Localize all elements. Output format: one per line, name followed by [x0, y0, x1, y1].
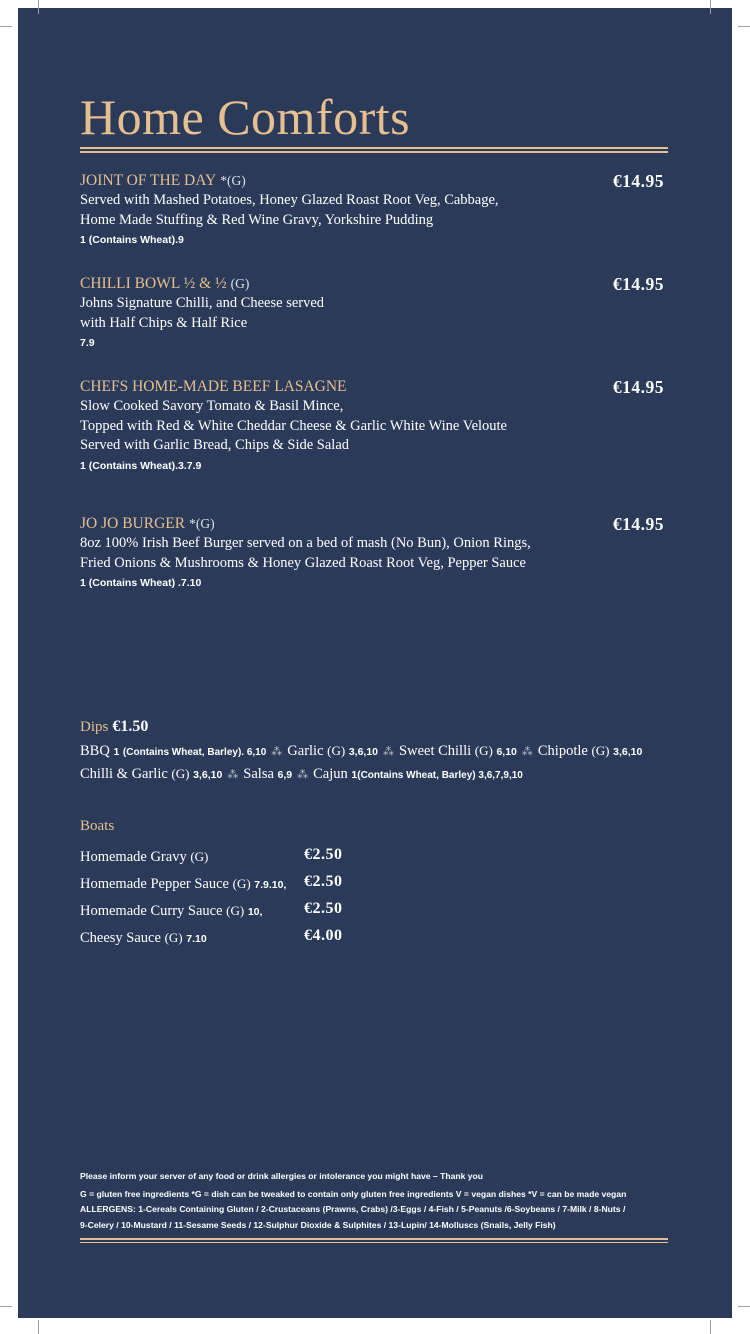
crop-mark	[38, 0, 39, 14]
item-description-line: Fried Onions & Mushrooms & Honey Glazed Roast Root Veg, Pepper Sauce	[80, 554, 526, 571]
menu-item	[80, 377, 668, 475]
item-allergens: 1 (Contains Wheat).9	[80, 234, 184, 246]
item-price: €14.95	[612, 514, 664, 534]
boat-item: Homemade Pepper Sauce (G) 7.9.10, €2.50	[80, 873, 343, 892]
item-description-line: Served with Mashed Potatoes, Honey Glazed Roast Root Veg, Cabbage,	[80, 192, 499, 208]
crop-mark	[710, 1320, 711, 1334]
item-tag: *(G)	[189, 516, 215, 531]
item-description-line: with Half Chips & Half Rice	[80, 314, 248, 331]
dips-heading	[80, 718, 148, 736]
boat-item: Cheesy Sauce (G) 7.10 €4.00	[80, 927, 343, 946]
footer-line: G = gluten free ingredients *G = dish can be tweaked to contain only gluten free ingredients V = vegan dishes *V = can be made vegan	[80, 1188, 627, 1199]
crop-mark	[38, 1320, 39, 1334]
dip-item: Chilli & Garlic (G) 3,6,10	[80, 766, 223, 782]
item-allergens: 1 (Contains Wheat) .7.10	[80, 577, 202, 589]
item-price: €14.95	[612, 274, 664, 294]
boat-item: Homemade Curry Sauce (G) 10, €2.50	[80, 900, 343, 919]
crop-mark	[738, 1306, 750, 1307]
item-description-line: Slow Cooked Savory Tomato & Basil Mince,	[80, 398, 344, 414]
menu-item	[80, 274, 668, 352]
page-title: Home Comforts	[80, 89, 411, 145]
title-divider-top	[80, 147, 668, 149]
allergen-footer	[80, 1169, 670, 1233]
item-description-line: Topped with Red & White Cheddar Cheese & Garlic White Wine Veloute	[80, 417, 507, 434]
crop-mark	[0, 1306, 12, 1307]
crop-mark	[710, 0, 711, 14]
item-allergens: 1 (Contains Wheat).3.7.9	[80, 459, 202, 472]
dips-line	[80, 764, 680, 786]
footer-divider-top	[80, 1238, 668, 1240]
crop-mark	[0, 26, 12, 27]
boat-name: Homemade Pepper Sauce	[80, 876, 229, 892]
dip-item: BBQ 1 (Contains Wheat, Barley). 6,10	[80, 743, 267, 759]
item-allergens: 7.9	[80, 337, 95, 349]
item-name: CHILLI BOWL ½ & ½	[80, 275, 227, 292]
footer-line: Please inform your server of any food or drink allergies or intolerance you might have – Thank you	[80, 1171, 484, 1181]
dip-item: Cajun 1(Contains Wheat, Barley) 3,6,7,9,10	[313, 766, 523, 782]
dip-item: Salsa 6,9	[243, 766, 293, 782]
dips-price: €1.50	[112, 718, 149, 735]
footer-line: 9-Celery / 10-Mustard / 11-Sesame Seeds / 12-Sulphur Dioxide & Sulphites / 13-Lupin/ 14-Molluscs (Snails, Jelly Fish)	[80, 1219, 556, 1230]
boat-price: €4.00	[304, 927, 343, 944]
item-tag: *(G)	[220, 173, 246, 188]
item-tag: (G)	[230, 276, 250, 291]
dip-item: Chipotle (G) 3,6,10	[537, 743, 643, 759]
dips-line	[80, 741, 680, 763]
item-name: CHEFS HOME-MADE BEEF LASAGNE	[80, 378, 347, 395]
dips-heading-label: Dips	[80, 719, 109, 735]
menu-item	[80, 514, 668, 592]
menu-item	[80, 171, 668, 249]
boat-item: Homemade Gravy (G) €2.50	[80, 846, 343, 865]
footer-divider-bottom	[80, 1242, 668, 1243]
crop-mark	[738, 26, 750, 27]
dip-item: Garlic (G) 3,6,10	[287, 743, 379, 759]
item-description-line: Home Made Stuffing & Red Wine Gravy, Yorkshire Pudding	[80, 211, 434, 228]
item-description-line: Served with Garlic Bread, Chips & Side Salad	[80, 437, 350, 453]
boat-name: Homemade Curry Sauce	[80, 903, 223, 919]
menu-page	[18, 8, 732, 1318]
item-description-line: Johns Signature Chilli, and Cheese served	[80, 295, 325, 311]
item-price: €14.95	[612, 377, 664, 397]
title-divider-bottom	[80, 151, 668, 153]
dip-separator: ⁂	[521, 746, 533, 758]
item-name: JOINT OF THE DAY	[80, 172, 217, 189]
item-name: JO JO BURGER	[80, 515, 186, 532]
dip-separator: ⁂	[383, 746, 395, 758]
boat-price: €2.50	[304, 900, 343, 917]
dip-separator: ⁂	[297, 769, 309, 781]
boats-heading: Boats	[80, 818, 115, 834]
item-description-line: 8oz 100% Irish Beef Burger served on a bed of mash (No Bun), Onion Rings,	[80, 535, 531, 551]
item-price: €14.95	[612, 171, 664, 191]
dip-item: Sweet Chilli (G) 6,10	[399, 743, 517, 759]
boat-name: Homemade Gravy	[80, 849, 187, 865]
dip-separator: ⁂	[227, 769, 239, 781]
boat-price: €2.50	[304, 873, 343, 890]
boat-price: €2.50	[304, 846, 343, 863]
dip-separator: ⁂	[271, 746, 283, 758]
boat-name: Cheesy Sauce	[80, 930, 161, 946]
footer-line: ALLERGENS: 1-Cereals Containing Gluten / 2-Crustaceans (Prawns, Crabs) /3-Eggs / 4-Fish / 5-Peanuts /6-Soybeans / 7-Milk / 8-Nuts /	[80, 1204, 626, 1214]
